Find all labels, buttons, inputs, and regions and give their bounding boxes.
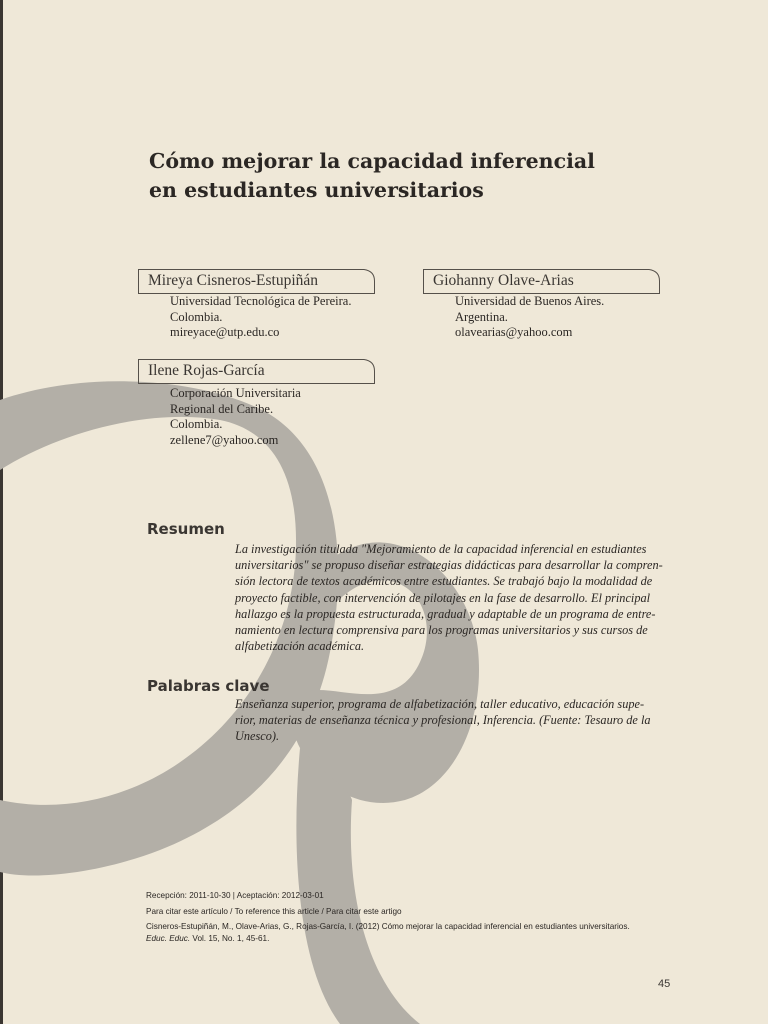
citation-journal: Educ. Educ.	[146, 934, 191, 943]
affiliation-line: Regional del Caribe.	[170, 401, 274, 416]
abstract-line: alfabetización académica.	[235, 639, 365, 654]
citation-volume: Vol. 15, No. 1, 45-61.	[190, 934, 270, 943]
author-affiliation	[170, 386, 301, 448]
keywords-heading: Palabras clave	[147, 677, 270, 695]
resumen-heading: Resumen	[147, 520, 225, 538]
citation-main: Cisneros-Estupiñán, M., Olave-Arias, G., Rojas-García, I. (2012) Cómo mejorar la capacidad inferencial en estudiantes universitarios.	[146, 922, 630, 931]
page-number: 45	[658, 978, 671, 990]
keywords-text	[235, 696, 675, 745]
author-name-tab	[423, 269, 661, 294]
author-name: Ilene Rojas-García	[148, 362, 265, 379]
affiliation-line: Colombia.	[170, 309, 223, 324]
keywords-line: rior, materias de enseñanza técnica y profesional, Inferencia. (Fuente: Tesauro de la	[235, 713, 651, 728]
author-email: mireyace@utp.edu.co	[170, 325, 280, 339]
abstract-line: sión lectora de textos académicos entre estudiantes. Se trabajó bajo la modalidad de	[235, 574, 653, 589]
cite-label: Para citar este artículo / To reference this article / Para citar este artigo	[146, 907, 402, 916]
author-name-tab	[138, 269, 376, 294]
author-email: zellene7@yahoo.com	[170, 432, 279, 447]
affiliation-line: Corporación Universitaria	[170, 386, 301, 400]
citation-reference	[146, 934, 269, 943]
author-email: olavearias@yahoo.com	[455, 325, 573, 339]
author-affiliation	[455, 294, 604, 341]
affiliation-line: Colombia.	[170, 417, 223, 431]
abstract-text	[235, 541, 675, 654]
affiliation-line: Argentina.	[455, 309, 508, 324]
abstract-line: namiento en lectura comprensiva para los programas universitarios y sus cursos de	[235, 623, 648, 638]
article-title	[149, 147, 619, 205]
abstract-line: La investigación titulada "Mejoramiento de la capacidad inferencial en estudiantes	[235, 542, 647, 556]
reception-dates: Recepción: 2011-10-30 | Aceptación: 2012-03-01	[146, 891, 324, 900]
author-name-tab	[138, 359, 376, 384]
keywords-line: Enseñanza superior, programa de alfabetización, taller educativo, educación supe-	[235, 697, 645, 711]
author-affiliation	[170, 294, 351, 341]
affiliation-line: Universidad Tecnológica de Pereira.	[170, 294, 352, 308]
author-name: Mireya Cisneros-Estupiñán	[148, 272, 319, 289]
author-name: Giohanny Olave-Arias	[433, 272, 574, 289]
keywords-line: Unesco).	[235, 729, 280, 744]
abstract-line: proyecto factible, con intervención de pilotajes en la fase de desarrollo. El principal	[235, 590, 651, 605]
affiliation-line: Universidad de Buenos Aires.	[455, 294, 605, 308]
abstract-line: hallazgo es la propuesta estructurada, gradual y adaptable de un programa de entre-	[235, 606, 656, 621]
title-line: Cómo mejorar la capacidad inferencial	[149, 149, 595, 173]
title-line: en estudiantes universitarios	[149, 178, 484, 202]
abstract-line: universitarios" se propuso diseñar estrategias didácticas para desarrollar la compren-	[235, 558, 663, 573]
